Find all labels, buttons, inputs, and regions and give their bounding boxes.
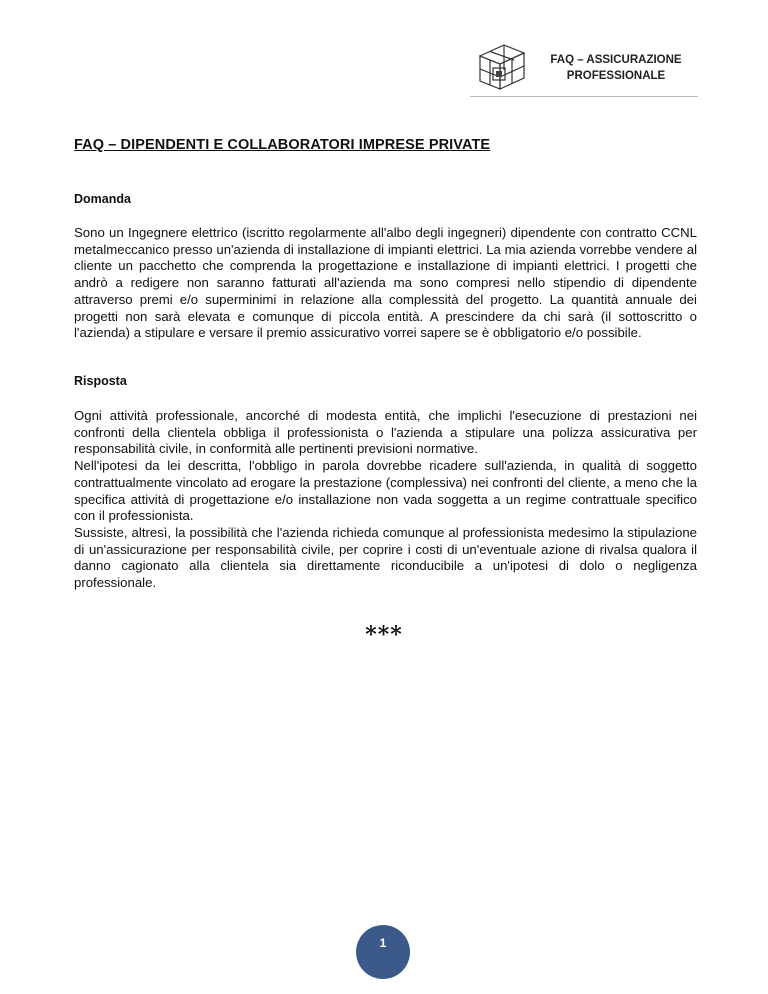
question-paragraph xyxy=(74,225,697,342)
section-separator: *** xyxy=(365,622,403,648)
answer-label: Risposta xyxy=(74,374,127,388)
header-title-line-2: PROFESSIONALE xyxy=(566,70,666,82)
page-number: 1 xyxy=(379,936,387,950)
page-number-badge xyxy=(356,925,410,979)
section-title: FAQ – DIPENDENTI E COLLABORATORI IMPRESE PRIVATE xyxy=(74,137,491,153)
page-header xyxy=(470,40,698,97)
header-title xyxy=(534,52,698,84)
answer-paragraph-3: Sussiste, altresì, la possibilità che l'azienda richieda comunque al professionista medesimo la stipulazione di un'assicurazione per responsabilità civile, per coprire i costi di un'eventuale azione di rivalsa qualora il danno cagionato alla clientela sia direttamente riconducibile a un'ipotesi di dolo o negligenza professionale. xyxy=(74,524,697,591)
question-label: Domanda xyxy=(74,192,131,206)
answer-paragraph-2: Nell'ipotesi da lei descritta, l'obbligo in parola dovrebbe ricadere sull'azienda, in qualità di soggetto contrattualmente vincolato ad erogare la prestazione (complessiva) nei confronti del cliente, a meno che la specifica attività di progettazione e/o installazione non vada soggetta a un regime contrattuale specifico con il professionista. xyxy=(74,458,697,524)
wireframe-cube-logo-icon xyxy=(474,42,528,92)
answer-paragraphs xyxy=(74,408,697,592)
header-title-line-1: FAQ – ASSICURAZIONE xyxy=(550,54,682,66)
answer-paragraph-1: Ogni attività professionale, ancorché di modesta entità, che implichi l'esecuzione di prestazioni nei confronti della clientela obbliga il professionista o l'azienda a stipulare una polizza assicurativa per responsabilità civile, in conformità alle pertinenti previsioni normative. xyxy=(74,408,697,457)
question-text: Sono un Ingegnere elettrico (iscritto regolarmente all'albo degli ingegneri) dipendente con contratto CCNL metalmeccanico presso un'azienda di installazione di impianti elettrici. La mia azienda vorrebbe vendere al cliente un pacchetto che comprenda la progettazione e installazione di impianti elettrici. I progetti che andrò a redigere non saranno fatturati all'azienda ma sono compresi nello stipendio di dipendente attraverso premi e/o superminimi in relazione alla complessità del progetto. La quantità annuale dei progetti non sarà elevata e comunque di piccola entità. A prescindere da chi sarà (il sottoscritto o l'azienda) a stipulare e versare il premio assicurativo vorrei sapere se è obbligatorio e/o possibile. xyxy=(74,225,697,341)
